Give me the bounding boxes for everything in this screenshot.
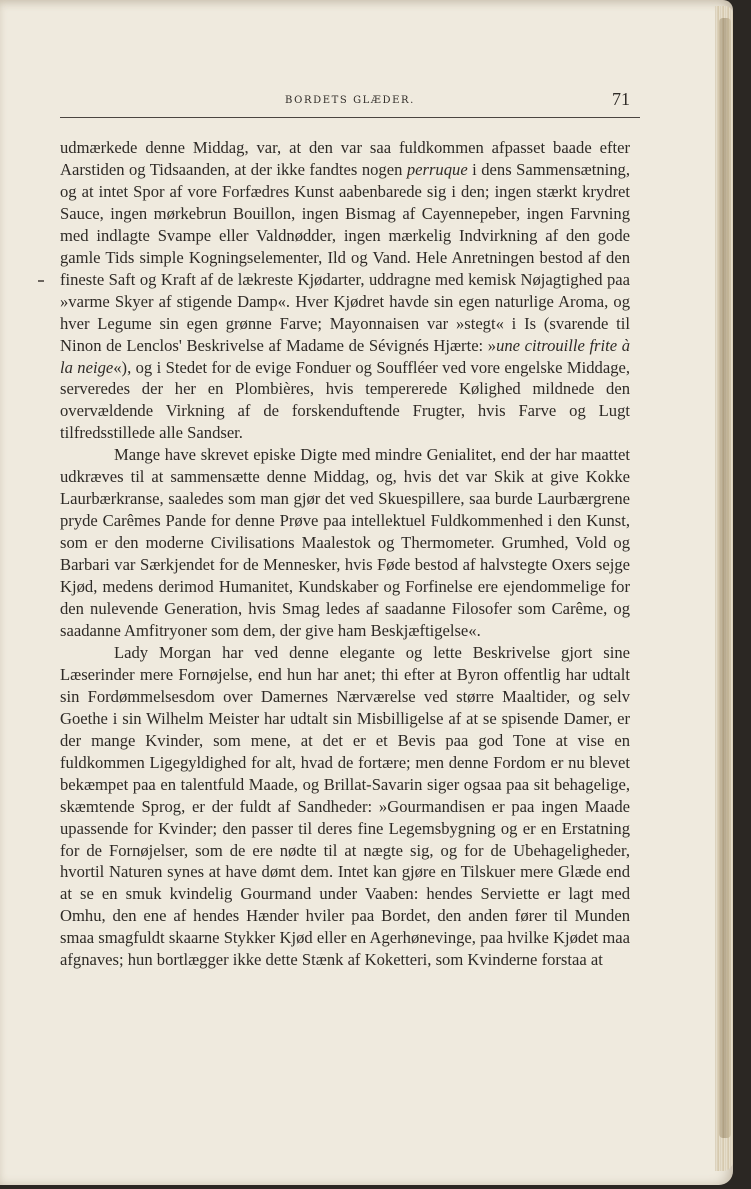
paragraph-2: Mange have skrevet episke Digte med mindre Genialitet, end der har maattet udkræves til at sammensætte denne Middag, og, hvis det var Skik at give Kokke Laurbærkranse, saaledes som man gjør det ved Skuespillere, saa burde Laurbærgrene pryde Carêmes Pande for denne Prøve paa intellektuel Fuldkommenhed i den Kunst, som er den moderne Civilisations Maalestok og Thermometer. Grumhed, Vold og Barbari var Særkjendet for de Mennesker, hvis Føde bestod af halvstegte Oxers sejge Kjød, medens derimod Humanitet, Kundskaber og Forfinelse ere ejendommelige for den nulevende Generation, hvis Smag ledes af saadanne Filosofer som Carême, og saadanne Amfitryoner som dem, der give ham Beskjæftigelse«. bbox=[60, 445, 630, 640]
margin-mark bbox=[38, 280, 44, 282]
paragraph-1-part-3: «), og i Stedet for de evige Fonduer og Souffléer ved vore engelske Middage, serveredes der her en Plombières, hvis tempererede Kølighed mildnede den overvældende Virkning af de forskenduftende Frugter, hvis Farve og Lugt tilfredsstillede alle Sandser. bbox=[60, 357, 630, 443]
paragraph-1 bbox=[60, 137, 630, 444]
body-text bbox=[60, 137, 630, 971]
italic-citrouille: une citrouille frite à la neige bbox=[60, 335, 631, 377]
paragraph-3: Lady Morgan har ved denne elegante og lette Beskrivelse gjort sine Læserinder mere Fornøjelse, end hun har anet; thi efter at Byron offentlig har udtalt sin Fordømmelsesdom over Damernes Nærværelse ved større Maaltider, og selv Goethe i sin Wilhelm Meister har udtalt sin Misbilligelse af at se spisende Damer, er der mange Kvinder, som mene, at det er et Bevis paa god Tone at vise en fuldkommen Ligegyldighed for alt, hvad de fortære; men denne Fordom er nu blevet bekæmpet paa en talentfuld Maade, og Brillat-Savarin siger ogsaa paa sit behagelige, skæmtende Sprog, er der fuldt af Sandheder: »Gourmandisen er paa ingen Maade upassende for Kvinder; den passer til deres fine Legemsbygning og er en Erstatning for de Fornøjelser, som de ere nødte til at nægte sig, og for de Ubehageligheder, hvortil Naturen synes at have dømt dem. Intet kan gjøre en Tilskuer mere Glæde end at se en smuk kvindelig Gourmand under Vaaben: hendes Serviette er lagt med Omhu, den ene af hendes Hænder hviler paa Bordet, den anden fører til Munden smaa smagfuldt skaarne Stykker Kjød eller en Agerhønevinge, paa hvilke Kjødet maa afgnaves; hun bortlægger ikke dette Stænk af Koketteri, som Kvinderne forstaa at bbox=[60, 642, 630, 970]
paragraph-1-part-1: udmærkede denne Middag, var, at den var saa fuldkommen afpasset baade efter Aarstiden og Tidsaanden, at der ikke fandtes nogen bbox=[60, 138, 630, 179]
page-number: 71 bbox=[612, 89, 630, 109]
italic-perruque: perruque bbox=[406, 159, 468, 179]
running-head: BORDETS GLÆDER. bbox=[285, 95, 415, 106]
paragraph-1-part-2: i dens Sammensætning, og at intet Spor af vore Forfædres Kunst aabenbarede sig i den; ingen stærkt krydret Sauce, ingen mørkebrun Bouillon, ingen Bismag af Cayennepeber, ingen Farvning med indlagte Svampe eller Valdnødder, ingen mærkelig Indvirkning af den gode gamle Tids simple Kogningselementer, Ild og Vand. Hele Anretningen bestod af den fineste Saft og Kraft af de lækreste Kjødarter, uddragne med kemisk Nøjagtighed paa »varme Skyer af stigende Damp«. Hver Kjødret havde sin egen naturlige Aroma, og hver Legume sin egen grønne Farve; Mayonnaisen var »stegt« i Is (svarende til Ninon de Lenclos' Beskrivelse af Madame de Sévignés Hjærte: » bbox=[60, 159, 631, 355]
page-shadow bbox=[719, 18, 731, 1138]
page-header bbox=[60, 89, 640, 118]
